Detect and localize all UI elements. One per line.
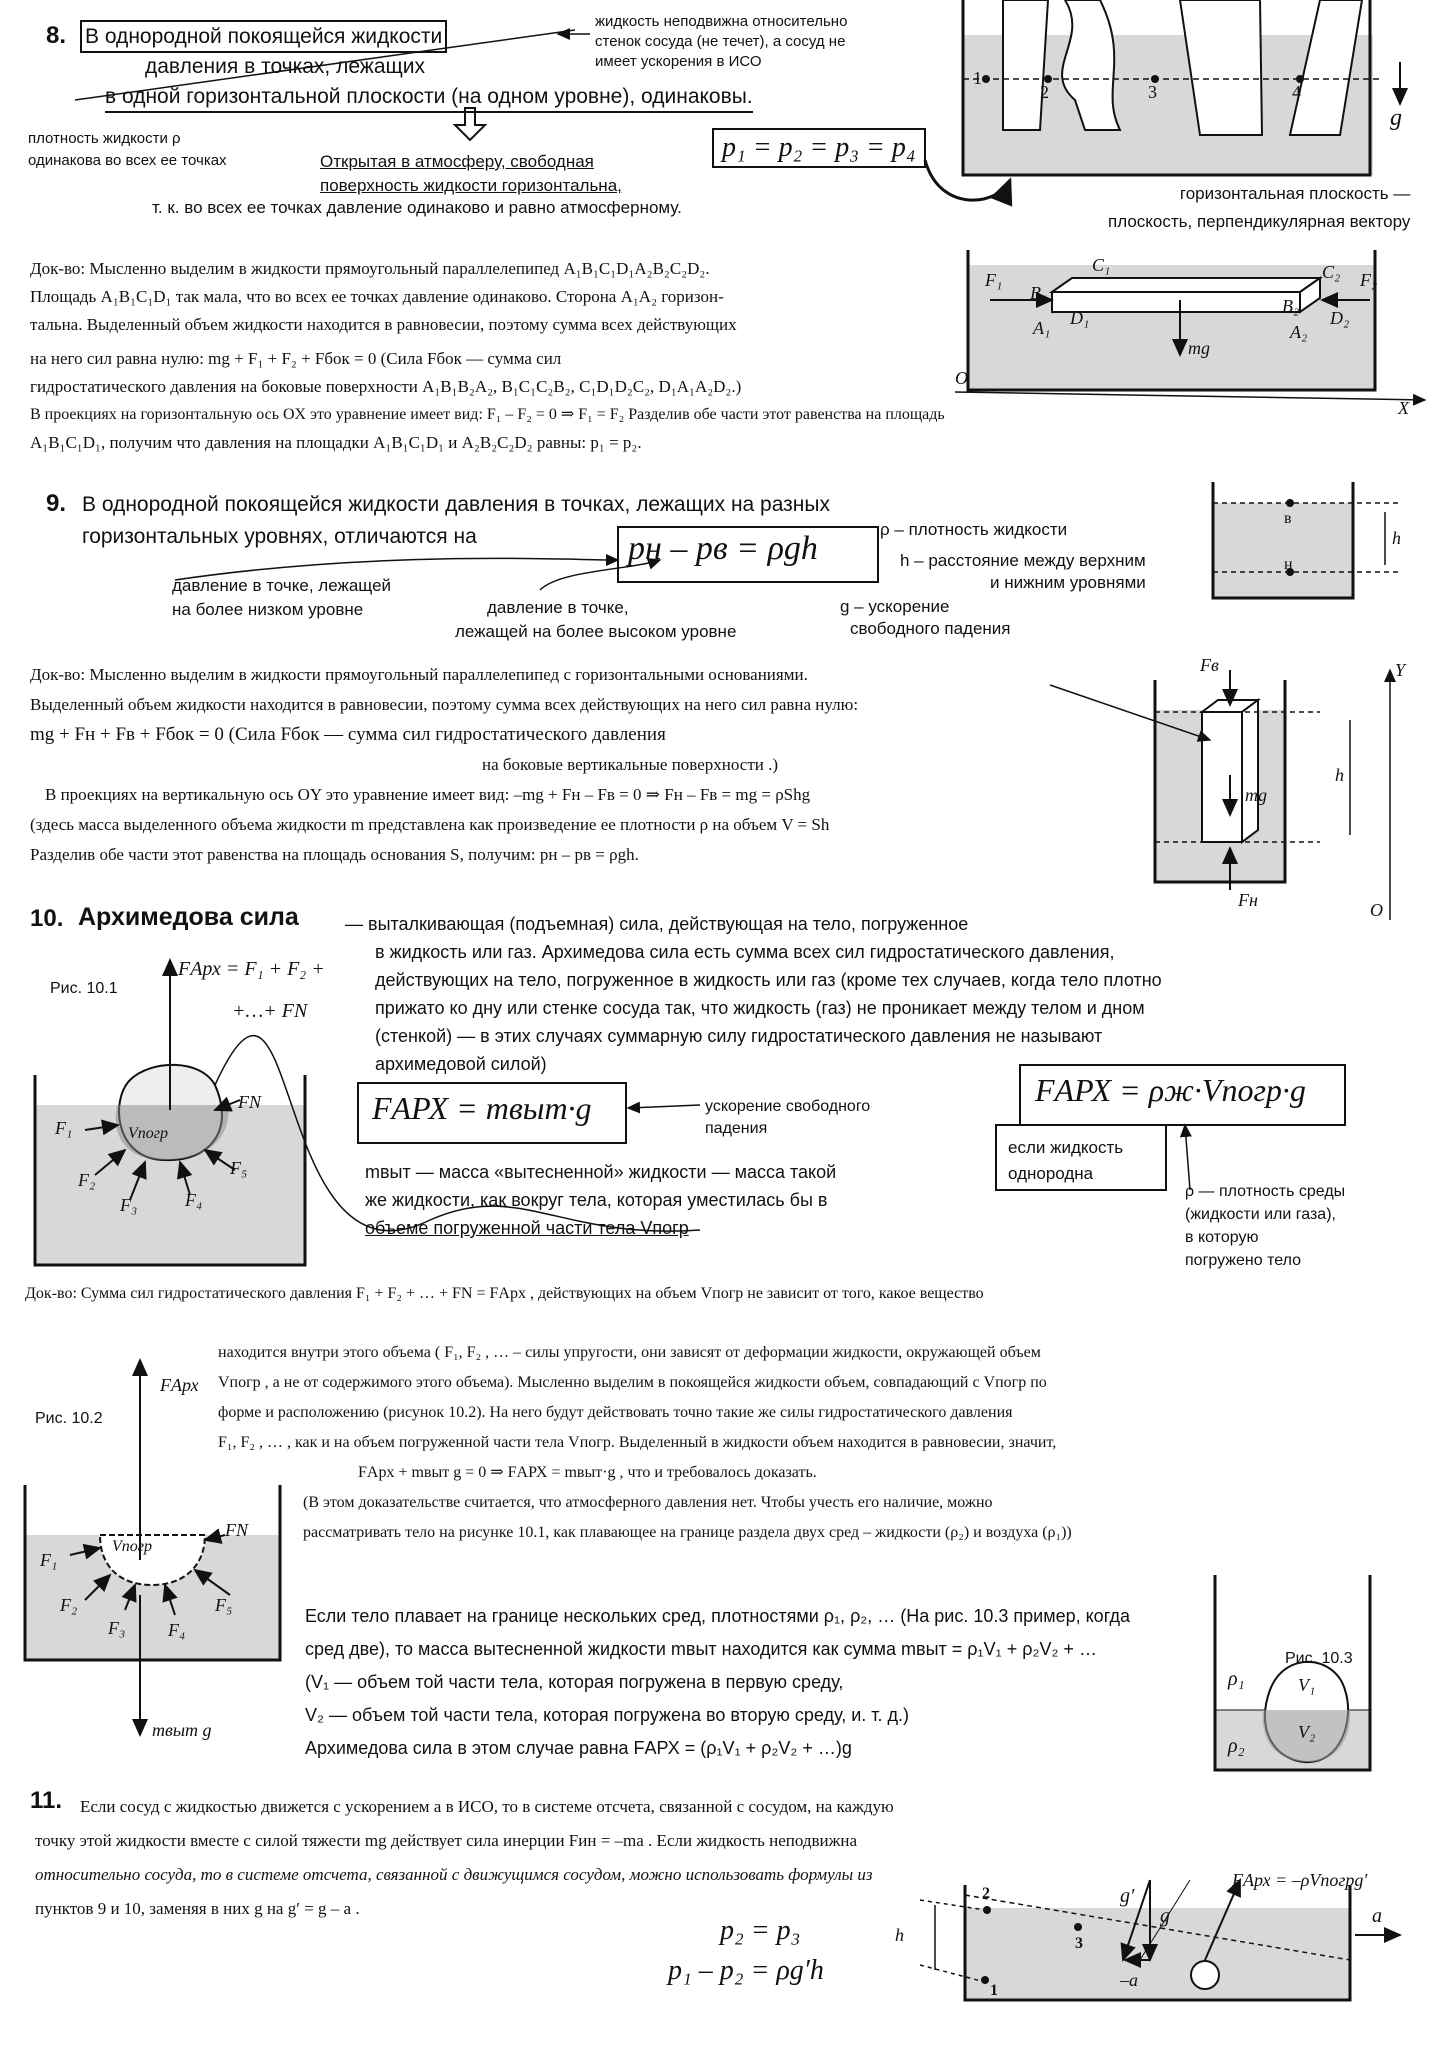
note-line: однородна (1008, 1164, 1094, 1183)
note-line: одинакова во всех ее точках (28, 152, 227, 169)
fig-10-3-caption: Рис. 10.3 (1285, 1650, 1353, 1667)
proof-line: F₁, F₂ , … , как и на объем погруженной части тела Vпогр. Выделенный в жидкости объем находится в равновесии, значит, (218, 1434, 1057, 1451)
note-line: ρ — плотность среды (1185, 1183, 1346, 1200)
column-figure-9 (1155, 670, 1390, 920)
fig11-h-label: h (895, 1925, 904, 1945)
v2-label: V₂ (1298, 1722, 1316, 1742)
fig2-f1-label: F₁ (40, 1550, 58, 1570)
b1-label: B₁ (1030, 283, 1048, 303)
fig11-minus-a: –a (1120, 1970, 1138, 1990)
text-line: в жидкость или газ. Архимедова сила есть сумма всех сил гидростатического давления, (375, 942, 1115, 962)
note-line: жидкость неподвижна относительно (595, 13, 848, 30)
proof-line: Vпогр , а не от содержимого этого объема). Мысленно выделим в покоящейся жидкости объем, совпадающий с Vпогр по (218, 1374, 1047, 1391)
f1-label: F₁ (985, 270, 1003, 290)
low-annotation (172, 574, 391, 622)
section-11-number: 11. (30, 1787, 63, 1814)
text-line: объеме погруженной части тела Vпогр (365, 1218, 689, 1238)
text-line: — выталкивающая (подъемная) сила, действующая на тело, погруженное (345, 914, 969, 934)
note-line: если жидкость (1008, 1138, 1124, 1157)
fv-label: Fв (1200, 655, 1219, 675)
formula-8: p₁ = p₂ = p₃ = p₄ (712, 128, 926, 168)
proof-line: Док-во: Мысленно выделим в жидкости прямоугольный параллелепипед A₁B₁C₁D₁A₂B₂C₂D₂. (30, 259, 710, 278)
fig2-v-label: Vпогр (112, 1538, 153, 1555)
point-1-label: 1 (973, 68, 982, 88)
text-line: mвыт — масса «вытесненной» жидкости — масса такой (365, 1162, 837, 1182)
fig2-f5-label: F₅ (215, 1595, 233, 1615)
proof-line: (В этом доказательстве считается, что атмосферного давления нет. Чтобы учесть его наличие, можно (303, 1494, 993, 1511)
g-label-8: g (1390, 105, 1402, 131)
formula-9: pн – pв = ρgh (628, 530, 818, 567)
section-8-line3: в одной горизонтальной плоскости (на одном уровне), одинаковы. (105, 82, 753, 113)
proof-8 (30, 255, 950, 457)
proof-line: рассматривать тело на рисунке 10.1, как плавающее на границе раздела двух сред – жидкости (ρ₂) и воздуха (ρ₁)) (303, 1524, 1072, 1541)
fig11-gprime: g′ (1120, 1885, 1135, 1907)
note-line: свободного падения (850, 619, 1011, 638)
fig2-f4-label: F₄ (168, 1620, 186, 1640)
proof-line: форме и расположению (рисунок 10.2). На него будут действовать точно такие же силы гидростатического давления (218, 1404, 1013, 1421)
x-label-8: X (1398, 398, 1409, 418)
homog-text (1008, 1135, 1123, 1187)
proof-line: Площадь A₁B₁C₁D₁ так мала, что во всех ее точках давление одинаково. Сторона A₁A₂ горизон- (30, 287, 724, 306)
note-line: g – ускорение (840, 597, 950, 616)
note-line: плоскость, перпендикулярная вектору (1108, 212, 1411, 231)
fig11-a: a (1372, 1905, 1382, 1927)
section-9-line1: В однородной покоящейся жидкости давления в точках, лежащих на разных (82, 493, 831, 516)
proof-9 (30, 660, 1150, 870)
proof-line: (здесь масса выделенного объема жидкости m представлена как произведение ее плотности ρ на объем V = Sh (30, 815, 830, 834)
formula-10b: FАРХ = ρж·Vпогр·g (1035, 1072, 1306, 1108)
fig1-f1-label: F₁ (55, 1118, 73, 1138)
note-line: (жидкости или газа), (1185, 1206, 1336, 1223)
h-annotation (900, 550, 1146, 594)
point-4-label: 4 (1292, 82, 1301, 102)
fig11-farh: FАрх = –ρVпогрg′ (1232, 1870, 1368, 1890)
rho2-label: ρ₂ (1228, 1735, 1245, 1757)
point-2-label: 2 (1040, 82, 1049, 102)
text-line: относительно сосуда, то в системе отсчета, связанной с движущимся сосудом, можно использовать формулы из (35, 1865, 873, 1884)
density-note (28, 128, 227, 172)
g-annotation-10 (705, 1096, 870, 1140)
note-line: плотность жидкости ρ (28, 130, 181, 147)
rho1-label: ρ₁ (1228, 1668, 1245, 1690)
note-line: в которую (1185, 1229, 1259, 1246)
vessels-figure-8 (963, 0, 1400, 175)
proof-line: гидростатического давления на боковые поверхности A₁B₁B₂A₂, B₁C₁C₂B₂, C₁D₁D₂C₂, D₁A₁A₂D₂.) (30, 377, 742, 396)
box-figure-8 (955, 250, 1425, 400)
formula-10a: FАРХ = mвыт·g (372, 1090, 592, 1126)
c1-label: C₁ (1092, 255, 1111, 275)
fig2-mg-label: mвыт g (152, 1720, 212, 1740)
fn-label: Fн (1238, 890, 1258, 910)
rho-annotation: ρ – плотность жидкости (880, 520, 1068, 539)
fig-10-2-caption: Рис. 10.2 (35, 1410, 103, 1427)
formula-11b: p₁ – p₂ = ρg′h (668, 1955, 824, 1986)
note-line: давление в точке, лежащей (172, 576, 392, 595)
fig1-f2-label: F₂ (78, 1170, 96, 1190)
mvyt-text (365, 1158, 836, 1242)
o-label-9: O (1370, 900, 1383, 920)
text-line: действующих на тело, погруженное в жидкость или газ (кроме тех случаев, когда тело плотно (375, 970, 1162, 990)
note-line: имеет ускорения в ИСО (595, 53, 762, 70)
note-line: h – расстояние между верхним (900, 551, 1146, 570)
static-fluid-note (595, 12, 847, 72)
proof-line: Док-во: Мысленно выделим в жидкости прямоугольный параллелепипед с горизонтальными основаниями. (30, 665, 808, 684)
section-9-number: 9. (46, 490, 67, 517)
text-line: точку этой жидкости вместе с силой тяжести mg действует сила инерции Fин = –ma . Если жидкость неподвижна (35, 1831, 858, 1850)
note-line: лежащей на более высоком уровне (455, 622, 737, 641)
text-line: пунктов 9 и 10, заменяя в них g на g′ = g – a . (35, 1899, 360, 1918)
fig-10-1-sum-1: FАрх = F₁ + F₂ + (178, 958, 325, 980)
note-line: и нижним уровнями (990, 573, 1146, 592)
text-line: Открытая в атмосферу, свободная (320, 152, 594, 171)
fig2-f3-label: F₃ (108, 1618, 126, 1638)
fig1-v-label: Vпогр (128, 1125, 169, 1142)
fig11-point1: 1 (990, 1982, 998, 1999)
section-8-number: 8. (46, 22, 67, 49)
fig1-f3-label: F₃ (120, 1195, 138, 1215)
fig2-f2-label: F₂ (60, 1595, 78, 1615)
text-line: (V₁ — объем той части тела, которая погружена в первую среду, (305, 1672, 844, 1692)
text-line: Если сосуд с жидкостью движется с ускорением a в ИСО, то в системе отсчета, связанной с сосудом, на каждую (80, 1797, 894, 1816)
point-3-label: 3 (1148, 82, 1157, 102)
fig11-g: g (1160, 1905, 1170, 1927)
note-line: горизонтальная плоскость — (1179, 184, 1411, 203)
multi-media-text (305, 1600, 1130, 1765)
fig-10-1-sum-2: +…+ FN (232, 1000, 308, 1022)
h-label-9b: h (1335, 765, 1344, 785)
text-line: (стенкой) — в этих случаях суммарную силу гидростатического давления не называют (375, 1026, 1103, 1046)
fig1-f5-label: F₅ (230, 1158, 248, 1178)
plane-note (1108, 180, 1410, 236)
note-line: стенок сосуда (не течет), а сосуд не (595, 33, 846, 50)
section-10-text (345, 910, 1162, 1078)
d2-label: D₂ (1330, 308, 1350, 328)
proof-line: тальна. Выделенный объем жидкости находится в равновесии, поэтому сумма всех действующих (30, 315, 737, 334)
proof-line: Разделив обе части этот равенства на площадь основания S, получим: pн – pв = ρgh. (30, 845, 639, 864)
upper-point-label: в (1284, 510, 1292, 527)
note-line: ускорение свободного (705, 1098, 871, 1115)
fig1-fn-label: FN (238, 1092, 262, 1112)
mg-label-9: mg (1245, 785, 1267, 805)
d1-label: D₁ (1070, 308, 1090, 328)
proof-line: mg + Fн + Fв + Fбок = 0 (Сила Fбок — сумма сил гидростатического давления (30, 724, 666, 745)
proof-10 (218, 1338, 1418, 1548)
vessel-figure-9 (1213, 482, 1400, 598)
b2-label: B₂ (1282, 296, 1300, 316)
open-surface-reason: т. к. во всех ее точках давление одинаково и равно атмосферному. (152, 198, 682, 217)
o-label-8: O (955, 368, 968, 388)
y-label-9: Y (1395, 660, 1406, 680)
f2-label: F₂ (1360, 270, 1378, 290)
rho-annotation-10 (1185, 1180, 1345, 1272)
open-surface-text (320, 150, 622, 198)
text-line: поверхность жидкости горизонтальна, (320, 176, 622, 195)
h-label-9: h (1392, 528, 1401, 548)
text-line: Если тело плавает на границе нескольких сред, плотностями ρ₁, ρ₂, … (На рис. 10.3 пример, когда (305, 1606, 1130, 1626)
section-8-line1: В однородной покоящейся жидкости (80, 20, 447, 53)
section-8-line2: давления в точках, лежащих (145, 55, 426, 78)
note-line: на более низком уровне (172, 600, 364, 619)
note-line: падения (705, 1120, 768, 1137)
proof-line: FАрх + mвыт g = 0 ⇒ FАРХ = mвыт·g , что и требовалось доказать. (358, 1464, 817, 1481)
formula-11a: p₂ = p₃ (720, 1915, 801, 1946)
a2-label: A₂ (1290, 322, 1308, 342)
proof-line: A₁B₁C₁D₁, получим что давления на площадки A₁B₁C₁D₁ и A₂B₂C₂D₂ равны: p₁ = p₂. (30, 433, 642, 452)
g-annotation (840, 596, 1011, 640)
proof-10-head: Док-во: Сумма сил гидростатического давления F₁ + F₂ + … + FN = FАрх , действующих на объем Vпогр не зависит от того, какое вещество (25, 1285, 984, 1302)
mg-label-8: mg (1188, 338, 1210, 358)
text-line: архимедовой силой) (375, 1054, 547, 1074)
proof-line: В проекциях на горизонтальную ось OX это уравнение имеет вид: F₁ – F₂ = 0 ⇒ F₁ = F₂ Разделив обе части этот равенства на площадь (30, 406, 945, 423)
c2-label: C₂ (1322, 262, 1341, 282)
high-annotation (455, 596, 736, 644)
note-line: давление в точке, (487, 598, 629, 617)
fig11-point2: 2 (982, 1885, 990, 1902)
proof-line: В проекциях на вертикальную ось OY это уравнение имеет вид: –mg + Fн – Fв = 0 ⇒ Fн – Fв = mg = ρShg (45, 785, 811, 804)
text-line: сред две), то масса вытесненной жидкости mвыт находится как сумма mвыт = ρ₁V₁ + ρ₂V₂ + … (305, 1639, 1097, 1659)
v1-label: V₁ (1298, 1675, 1316, 1695)
section-10-number: 10. (30, 905, 64, 932)
note-line: погружено тело (1185, 1252, 1302, 1269)
proof-line: на него сил равна нулю: mg + F₁ + F₂ + Fбок = 0 (Сила Fбок — сумма сил (30, 349, 562, 368)
text-line: Архимедова сила в этом случае равна FАРХ = (ρ₁V₁ + ρ₂V₂ + …)g (305, 1738, 852, 1758)
proof-line: на боковые вертикальные поверхности .) (482, 755, 779, 774)
text-line: же жидкости, как вокруг тела, которая уместилась бы в (365, 1190, 828, 1210)
text-line: прижато ко дну или стенке сосуда так, что жидкость (газ) не проникает между телом и дном (375, 998, 1145, 1018)
fig-10-1-caption: Рис. 10.1 (50, 980, 118, 997)
fig2-fn-label: FN (225, 1520, 249, 1540)
section-9-line2: горизонтальных уровнях, отличаются на (82, 525, 477, 548)
text-line: V₂ — объем той части тела, которая погружена во вторую среду, и. т. д.) (305, 1705, 910, 1725)
proof-line: Выделенный объем жидкости находится в равновесии, поэтому сумма всех действующих на него сил равна нулю: (30, 695, 859, 714)
fig2-farh-label: FАрх (160, 1375, 199, 1395)
section-10-title: Архимедова сила (78, 903, 299, 931)
a1-label: A₁ (1033, 318, 1051, 338)
lower-point-label: н (1284, 556, 1293, 573)
fig11-point3: 3 (1075, 1935, 1083, 1952)
proof-line: находится внутри этого объема ( F₁, F₂ , … – силы упругости, они зависят от деформации жидкости, окружающей объем (218, 1344, 1041, 1361)
fig1-f4-label: F₄ (185, 1190, 203, 1210)
